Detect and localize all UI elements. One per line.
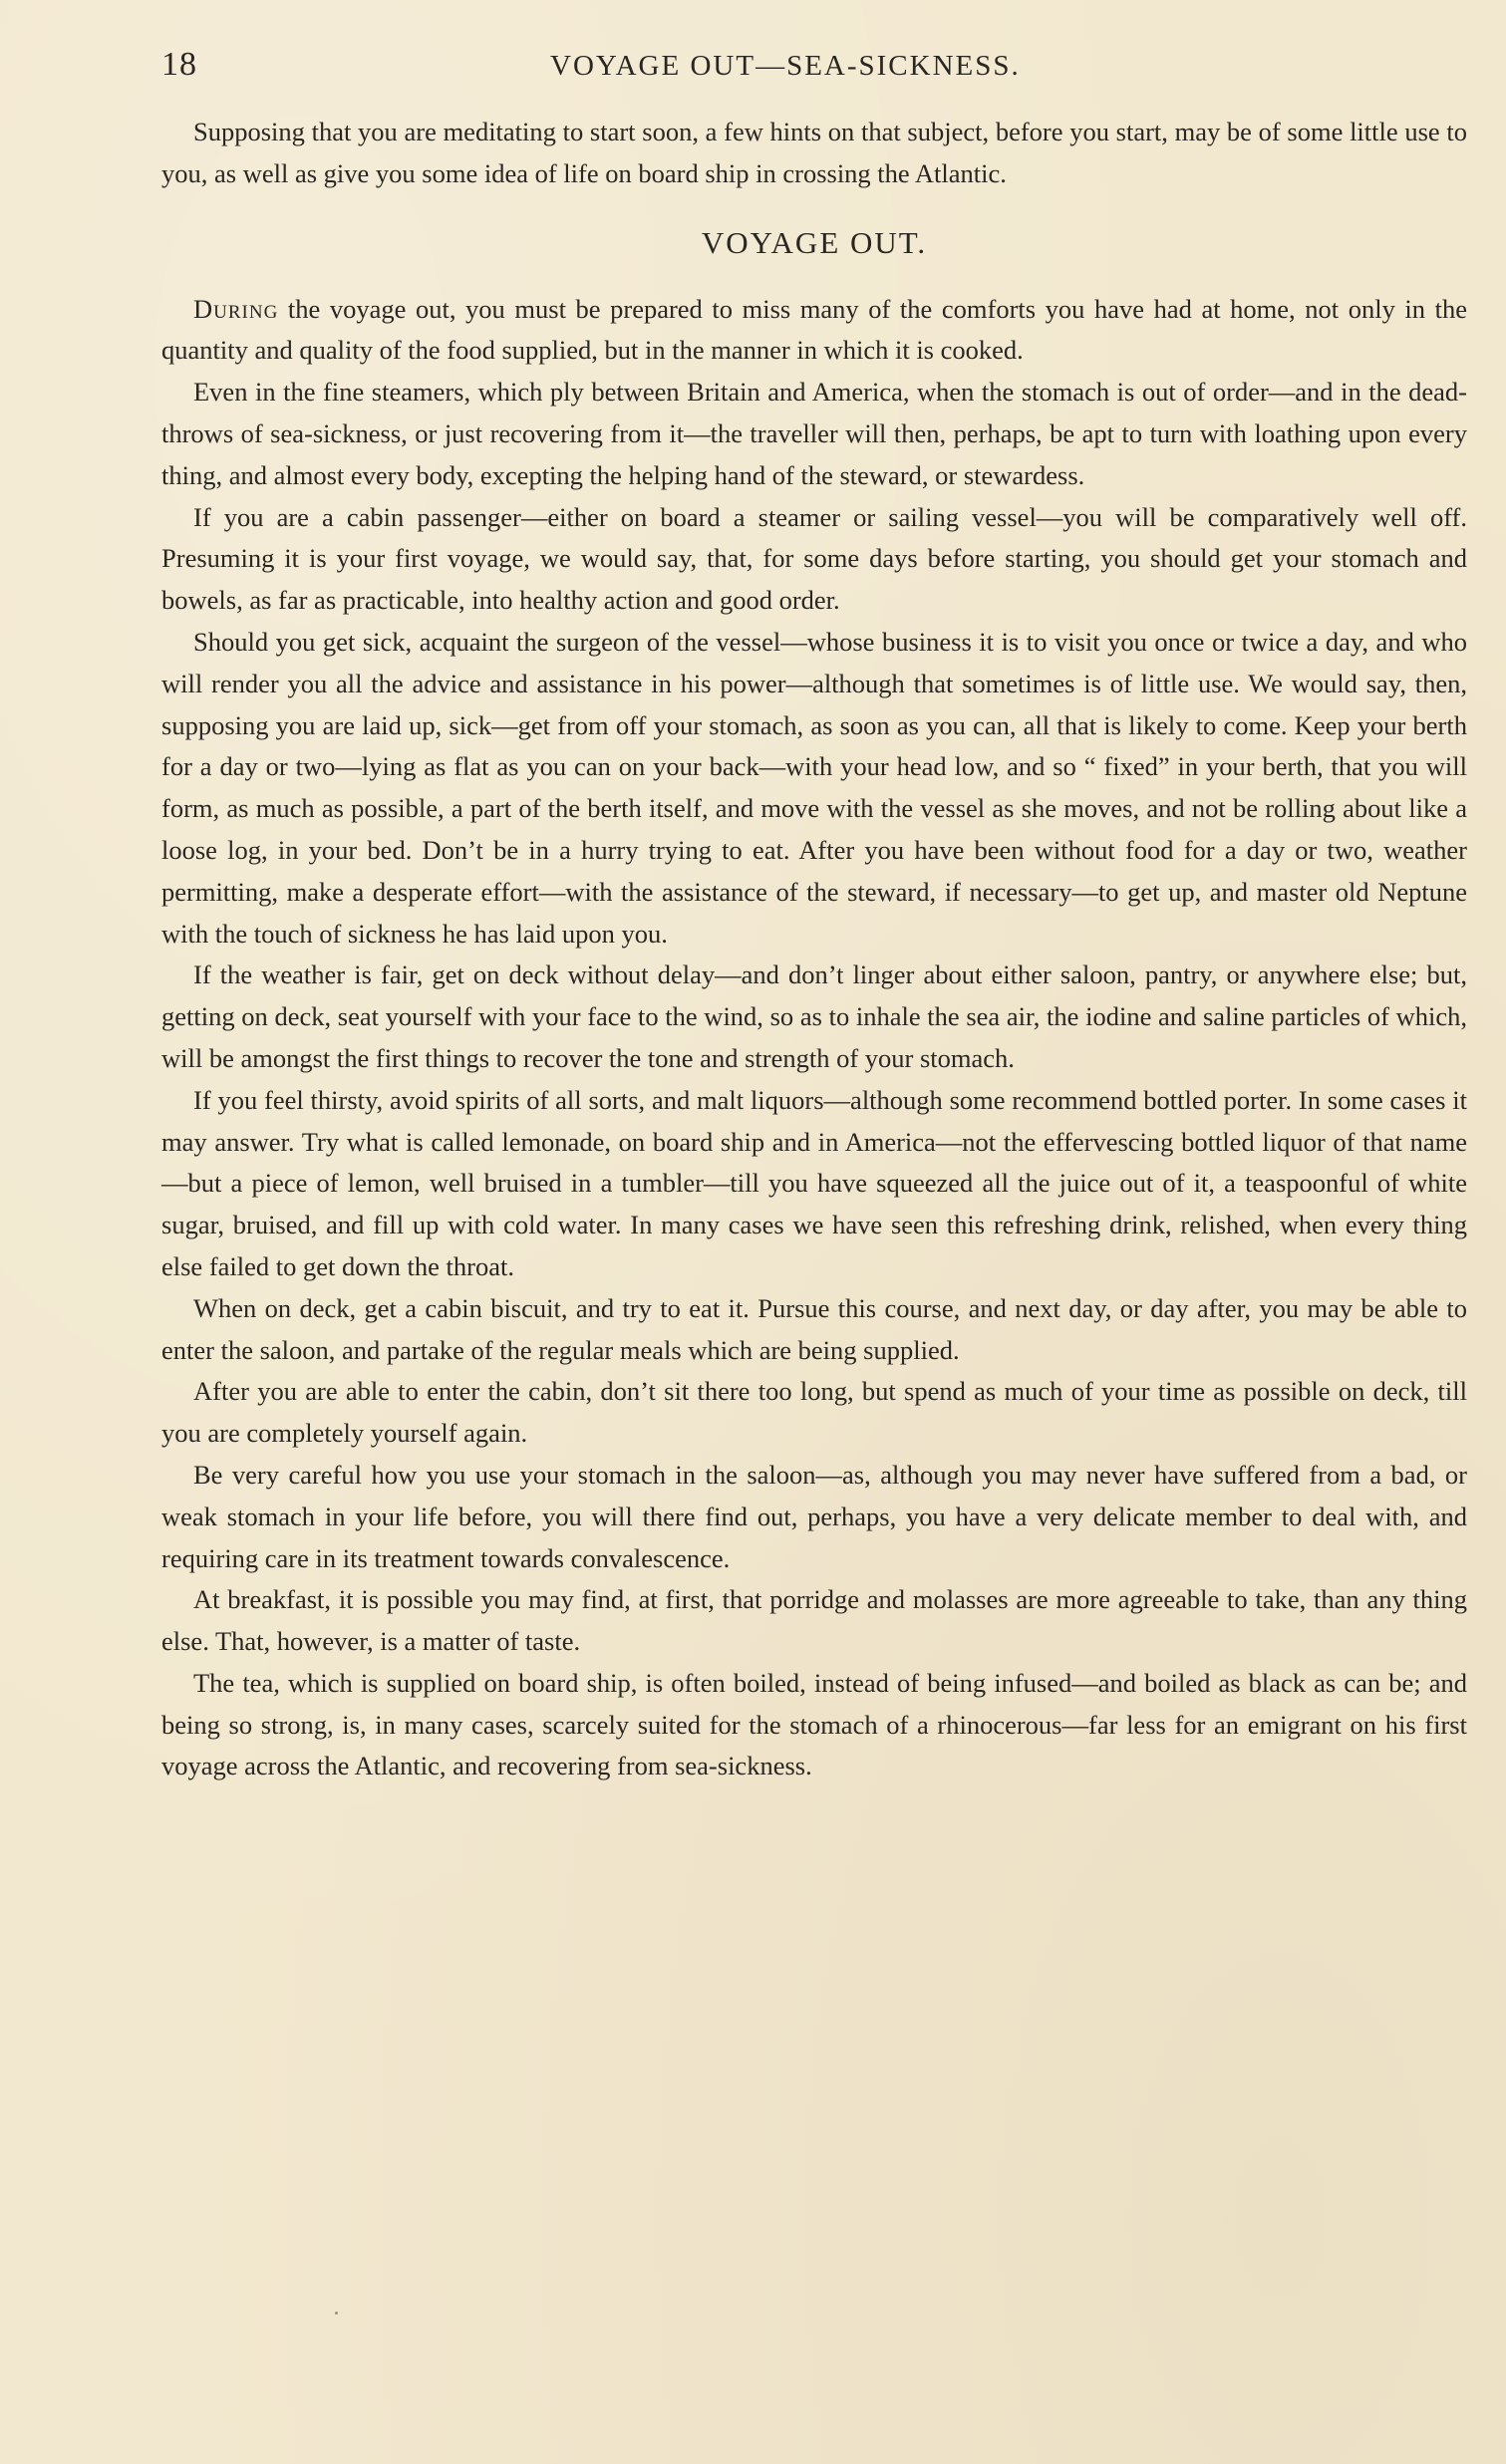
paragraph: Be very careful how you use your stomach in the saloon—as, although you may never have suffered from a bad, or weak stomach in your life before, you will there find out, perhaps, you have a very delicate member to deal with, and requiring care in its treatment towards convalescence. [161,1459,1467,1573]
paragraph: When on deck, get a cabin biscuit, and try to eat it. Pursue this course, and next day, or day after, you may be able to enter the saloon, and partake of the regular meals which are being supplied. [161,1292,1467,1365]
paragraph: Should you get sick, acquaint the surgeon of the vessel—whose business it is to visit you once or twice a day, and who will render you all the advice and assistance in his power—although that sometimes is of little use. We would say, then, supposing you are laid up, sick—get from off your stomach, as soon as you can, all that is likely to come. Keep your berth for a day or two—lying as flat as you can on your back—with your head low, and so “ fixed” in your berth, that you will form, as much as possible, a part of the berth itself, and move with the vessel as she moves, and not be rolling about like a loose log, in your bed. Don’t be in a hurry trying to eat. After you have been without food for a day or two, weather permitting, make a desperate effort—with the assistance of the steward, if necessary—to get up, and master old Neptune with the touch of sickness he has laid upon you. [161,626,1467,949]
paragraph: If the weather is fair, get on deck without delay—and don’t linger about either saloon, pantry, or anywhere else; but, getting on deck, seat yourself with your face to the wind, so as to inhale the sea air, the iodine and saline particles of which, will be amongst the first things to recover the tone and strength of your stomach. [161,959,1467,1073]
page-number: 18 [161,46,197,83]
paragraph: Even in the fine steamers, which ply between Britain and America, when the stomach is out of order—and in the dead-throws of sea-sickness, or just recovering from it—the traveller will then, perhaps, be apt to turn with loathing upon every thing, and almost every body, excepting the helping hand of the steward, or stewardess. [161,377,1467,490]
running-head [161,46,1467,90]
paragraph: If you feel thirsty, avoid spirits of all sorts, and malt liquors—although some recommend bottled porter. In some cases it may answer. Try what is called lemonade, on board ship and in America—not the effervescing bottled liquor of that name—but a piece of lemon, well bruised in a tumbler—till you have squeezed all the juice out of it, a teaspoonful of white sugar, bruised, and fill up with cold water. In many cases we have seen this refreshing drink, relished, when every thing else failed to get down the throat. [161,1084,1467,1281]
paragraph [161,289,1467,373]
section-heading: VOYAGE OUT. [701,224,928,260]
intro-paragraph: Supposing that you are meditating to start soon, a few hints on that subject, before you start, may be of some little use to you, as well as give you some idea of life on board ship in crossing the Atlantic. [161,117,1467,188]
paragraph-text: the voyage out, you must be prepared to miss many of the comforts you have had at home, not only in the quantity and quality of the food supplied, but in the manner in which it is cooked. [161,293,1467,366]
paper-speck [335,2312,338,2315]
paragraph: After you are able to enter the cabin, don’t sit there too long, but spend as much of your time as possible on deck, till you are completely yourself again. [161,1376,1467,1449]
paragraph: If you are a cabin passenger—either on board a steamer or sailing vessel—you will be comparatively well off. Presuming it is your first voyage, we would say, that, for some days before starting, you should get your stomach and bowels, as far as practicable, into healthy action and good order. [161,501,1467,616]
body-text [161,112,1467,1787]
drop-word: During [193,293,279,324]
paragraph: The tea, which is supplied on board ship, is often boiled, instead of being infused—and boiled as black as can be; and being so strong, is, in many cases, scarcely suited for the stomach of a rhinocerous—far less for an emigrant on his first voyage across the Atlantic, and recovering from sea-sickness. [161,1667,1467,1781]
paragraph: At breakfast, it is possible you may find, at first, that porridge and molasses are more agreeable to take, than any thing else. That, however, is a matter of taste. [161,1584,1467,1657]
running-title: VOYAGE OUT—SEA-SICKNESS. [550,50,1021,82]
